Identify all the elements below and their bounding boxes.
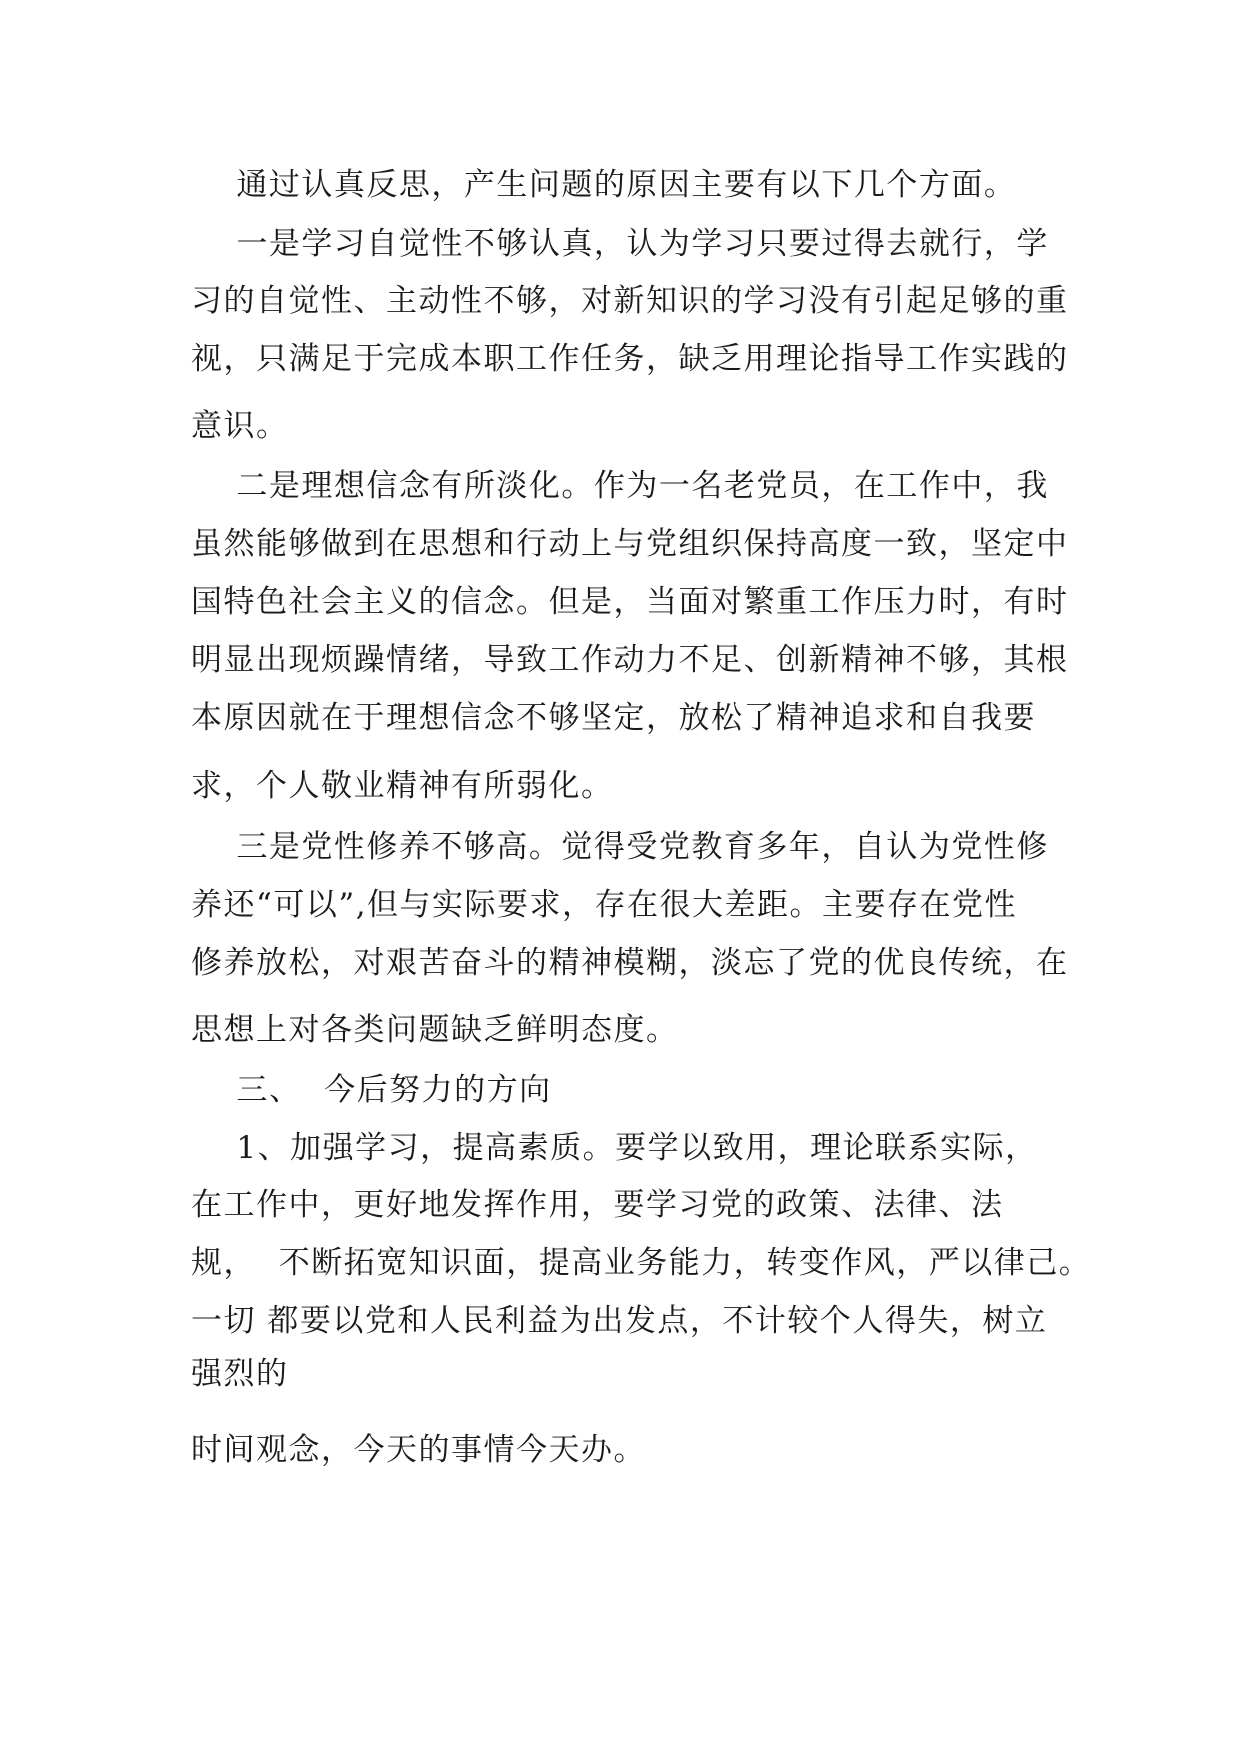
section-heading: 三、 今后努力的方向 bbox=[191, 1072, 552, 1108]
text-line: 明显出现烦躁情绪，导致工作动力不足、创新精神不够，其根 bbox=[191, 642, 1069, 678]
text-line: 一是学习自觉性不够认真，认为学习只要过得去就行，学 bbox=[191, 226, 1049, 262]
text-line: 在工作中，更好地发挥作用，要学习党的政策、法律、法 bbox=[191, 1187, 1004, 1223]
text-line: 求，个人敬业精神有所弱化。 bbox=[191, 768, 614, 804]
text-line: 二是理想信念有所淡化。作为一名老党员，在工作中，我 bbox=[191, 468, 1049, 504]
text-line: 思想上对各类问题缺乏鲜明态度。 bbox=[191, 1012, 679, 1048]
text-line: 习的自觉性、主动性不够，对新知识的学习没有引起足够的重 bbox=[191, 283, 1069, 319]
text-line: 视，只满足于完成本职工作任务，缺乏用理论指导工作实践的 bbox=[191, 341, 1069, 377]
text-line: 规， 不断拓宽知识面，提高业务能力，转变作风，严以律己。 bbox=[191, 1245, 1092, 1281]
text-line: 1、加强学习，提高素质。要学以致用，理论联系实际， bbox=[191, 1130, 1038, 1166]
text-line: 时间观念，今天的事情今天办。 bbox=[191, 1432, 646, 1468]
text-line: 意识。 bbox=[191, 408, 289, 444]
text-line: 强烈的 bbox=[191, 1356, 289, 1392]
text-line: 修养放松，对艰苦奋斗的精神模糊，淡忘了党的优良传统，在 bbox=[191, 945, 1069, 981]
text-line: 国特色社会主义的信念。但是，当面对繁重工作压力时，有时 bbox=[191, 584, 1069, 620]
text-line: 三是党性修养不够高。觉得受党教育多年，自认为党性修 bbox=[191, 829, 1049, 865]
text-line: 本原因就在于理想信念不够坚定，放松了精神追求和自我要 bbox=[191, 700, 1036, 736]
text-line: 一切 都要以党和人民利益为出发点，不计较个人得失，树立 bbox=[191, 1303, 1048, 1339]
text-line: 养还“可以”,但与实际要求，存在很大差距。主要存在党性 bbox=[191, 887, 1018, 923]
text-line: 虽然能够做到在思想和行动上与党组织保持高度一致，坚定中 bbox=[191, 526, 1069, 562]
text-line: 通过认真反思，产生问题的原因主要有以下几个方面。 bbox=[191, 167, 1017, 203]
